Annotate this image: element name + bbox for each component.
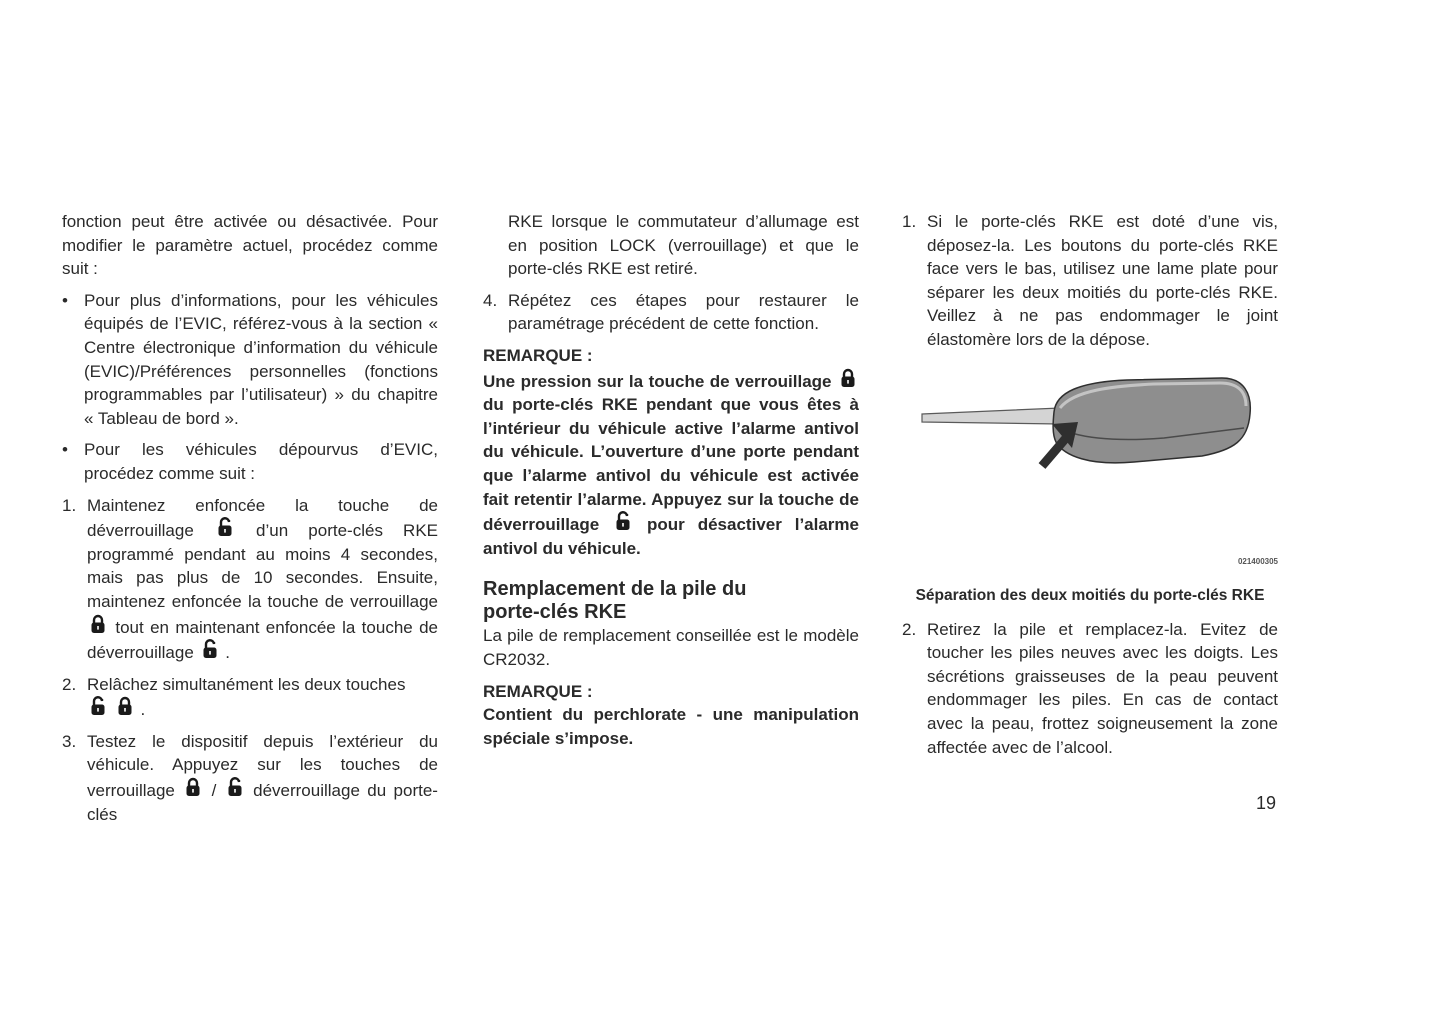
step-2: 2. Relâchez simultanément les deux touches . [62,674,406,720]
lock-icon [840,368,856,388]
lock-icon [185,777,201,797]
column-left [62,210,438,826]
intro-paragraph: fonction peut être activée ou désactivée. Pour modifier le paramètre actuel, procédez comme suit : [62,212,438,279]
page-number: 19 [1256,793,1277,813]
keyfob-figure [902,352,1278,582]
battery-paragraph: La pile de remplacement conseillée est le modèle CR2032. [483,626,859,669]
step-1: 1. Si le porte-clés RKE est doté d’une vis, déposez-la. Les boutons du porte-clés RKE face vers le bas, utilisez une lame plate pour séparer les deux moitiés du porte-clés RKE. Veillez à ne pas endommager le joint élastomère lors de la dépose. [902,212,1278,349]
figure-id: 021400305 [1237,556,1278,566]
keyfob-drawing [902,352,1278,582]
step-3-continued: RKE lorsque le commutateur d’allumage est en position LOCK (verrouillage) et que le porte-clés RKE est retiré. [508,212,859,279]
bullet-mark: • [62,440,68,460]
unlock-icon [202,639,218,659]
lock-icon [117,696,133,716]
note-label: REMARQUE : [483,681,593,701]
bullet-item: • Pour les véhicules dépourvus d’EVIC, procédez comme suit : [62,440,438,483]
step-3: 3. Testez le dispositif depuis l’extérieur du véhicule. Appuyez sur les touches de verrouillage / déverrouillage du porte-clés [62,731,438,824]
bullet-mark: • [62,290,68,310]
note-text: Une pression sur la touche de verrouillage du porte-clés RKE pendant que vous êtes à l’intérieur du véhicule active l’alarme antivol du véhicule. L’ouverture d’une porte pendant que l’alarme antivol du véhicule est activée fait retentir l’alarme. Appuyez sur la touche de déverrouillage pour désactiver l’alarme antivol du véhicule. [483,368,859,561]
step-1: 1. Maintenez enfoncée la touche de déverrouillage d’un porte-clés RKE programmé pendant au moins 4 secondes, mais pas plus de 10 secondes. Ensuite, maintenez enfoncée la touche de verrouillage tout en maintenant enfoncée la touche de déverrouillage . [62,495,439,663]
unlock-icon [227,777,243,797]
step-2: 2. Retirez la pile et remplacez-la. Evitez de toucher les piles neuves avec les doigts. Les sécrétions graisseuses de la peau peuvent endommager les piles. En cas de contact avec la peau, frottez soigneusement la zone affectée avec de l’alcool. [902,619,1278,757]
section-heading: Remplacement de la pile du porte-clés RKE [483,578,747,624]
figure-caption: Séparation des deux moitiés du porte-clés RKE [915,586,1265,604]
column-middle [483,210,859,750]
note-label: REMARQUE : [483,345,593,365]
column-right [902,210,1278,759]
step-4: 4. Répétez ces étapes pour restaurer le paramétrage précédent de cette fonction. [483,290,859,334]
unlock-icon [615,511,631,531]
unlock-icon [217,517,233,537]
lock-icon [90,614,106,634]
bullet-item: • Pour plus d’informations, pour les véhicules équipés de l’EVIC, référez-vous à la section « Centre électronique d’information du véhicule (EVIC)/Préférences personnelles (fonctions programmables par l’utilisateur) » du chapitre « Tableau de bord ». [62,290,438,428]
unlock-icon [90,696,106,716]
note-text: Contient du perchlorate - une manipulation spéciale s’impose. [483,705,859,748]
